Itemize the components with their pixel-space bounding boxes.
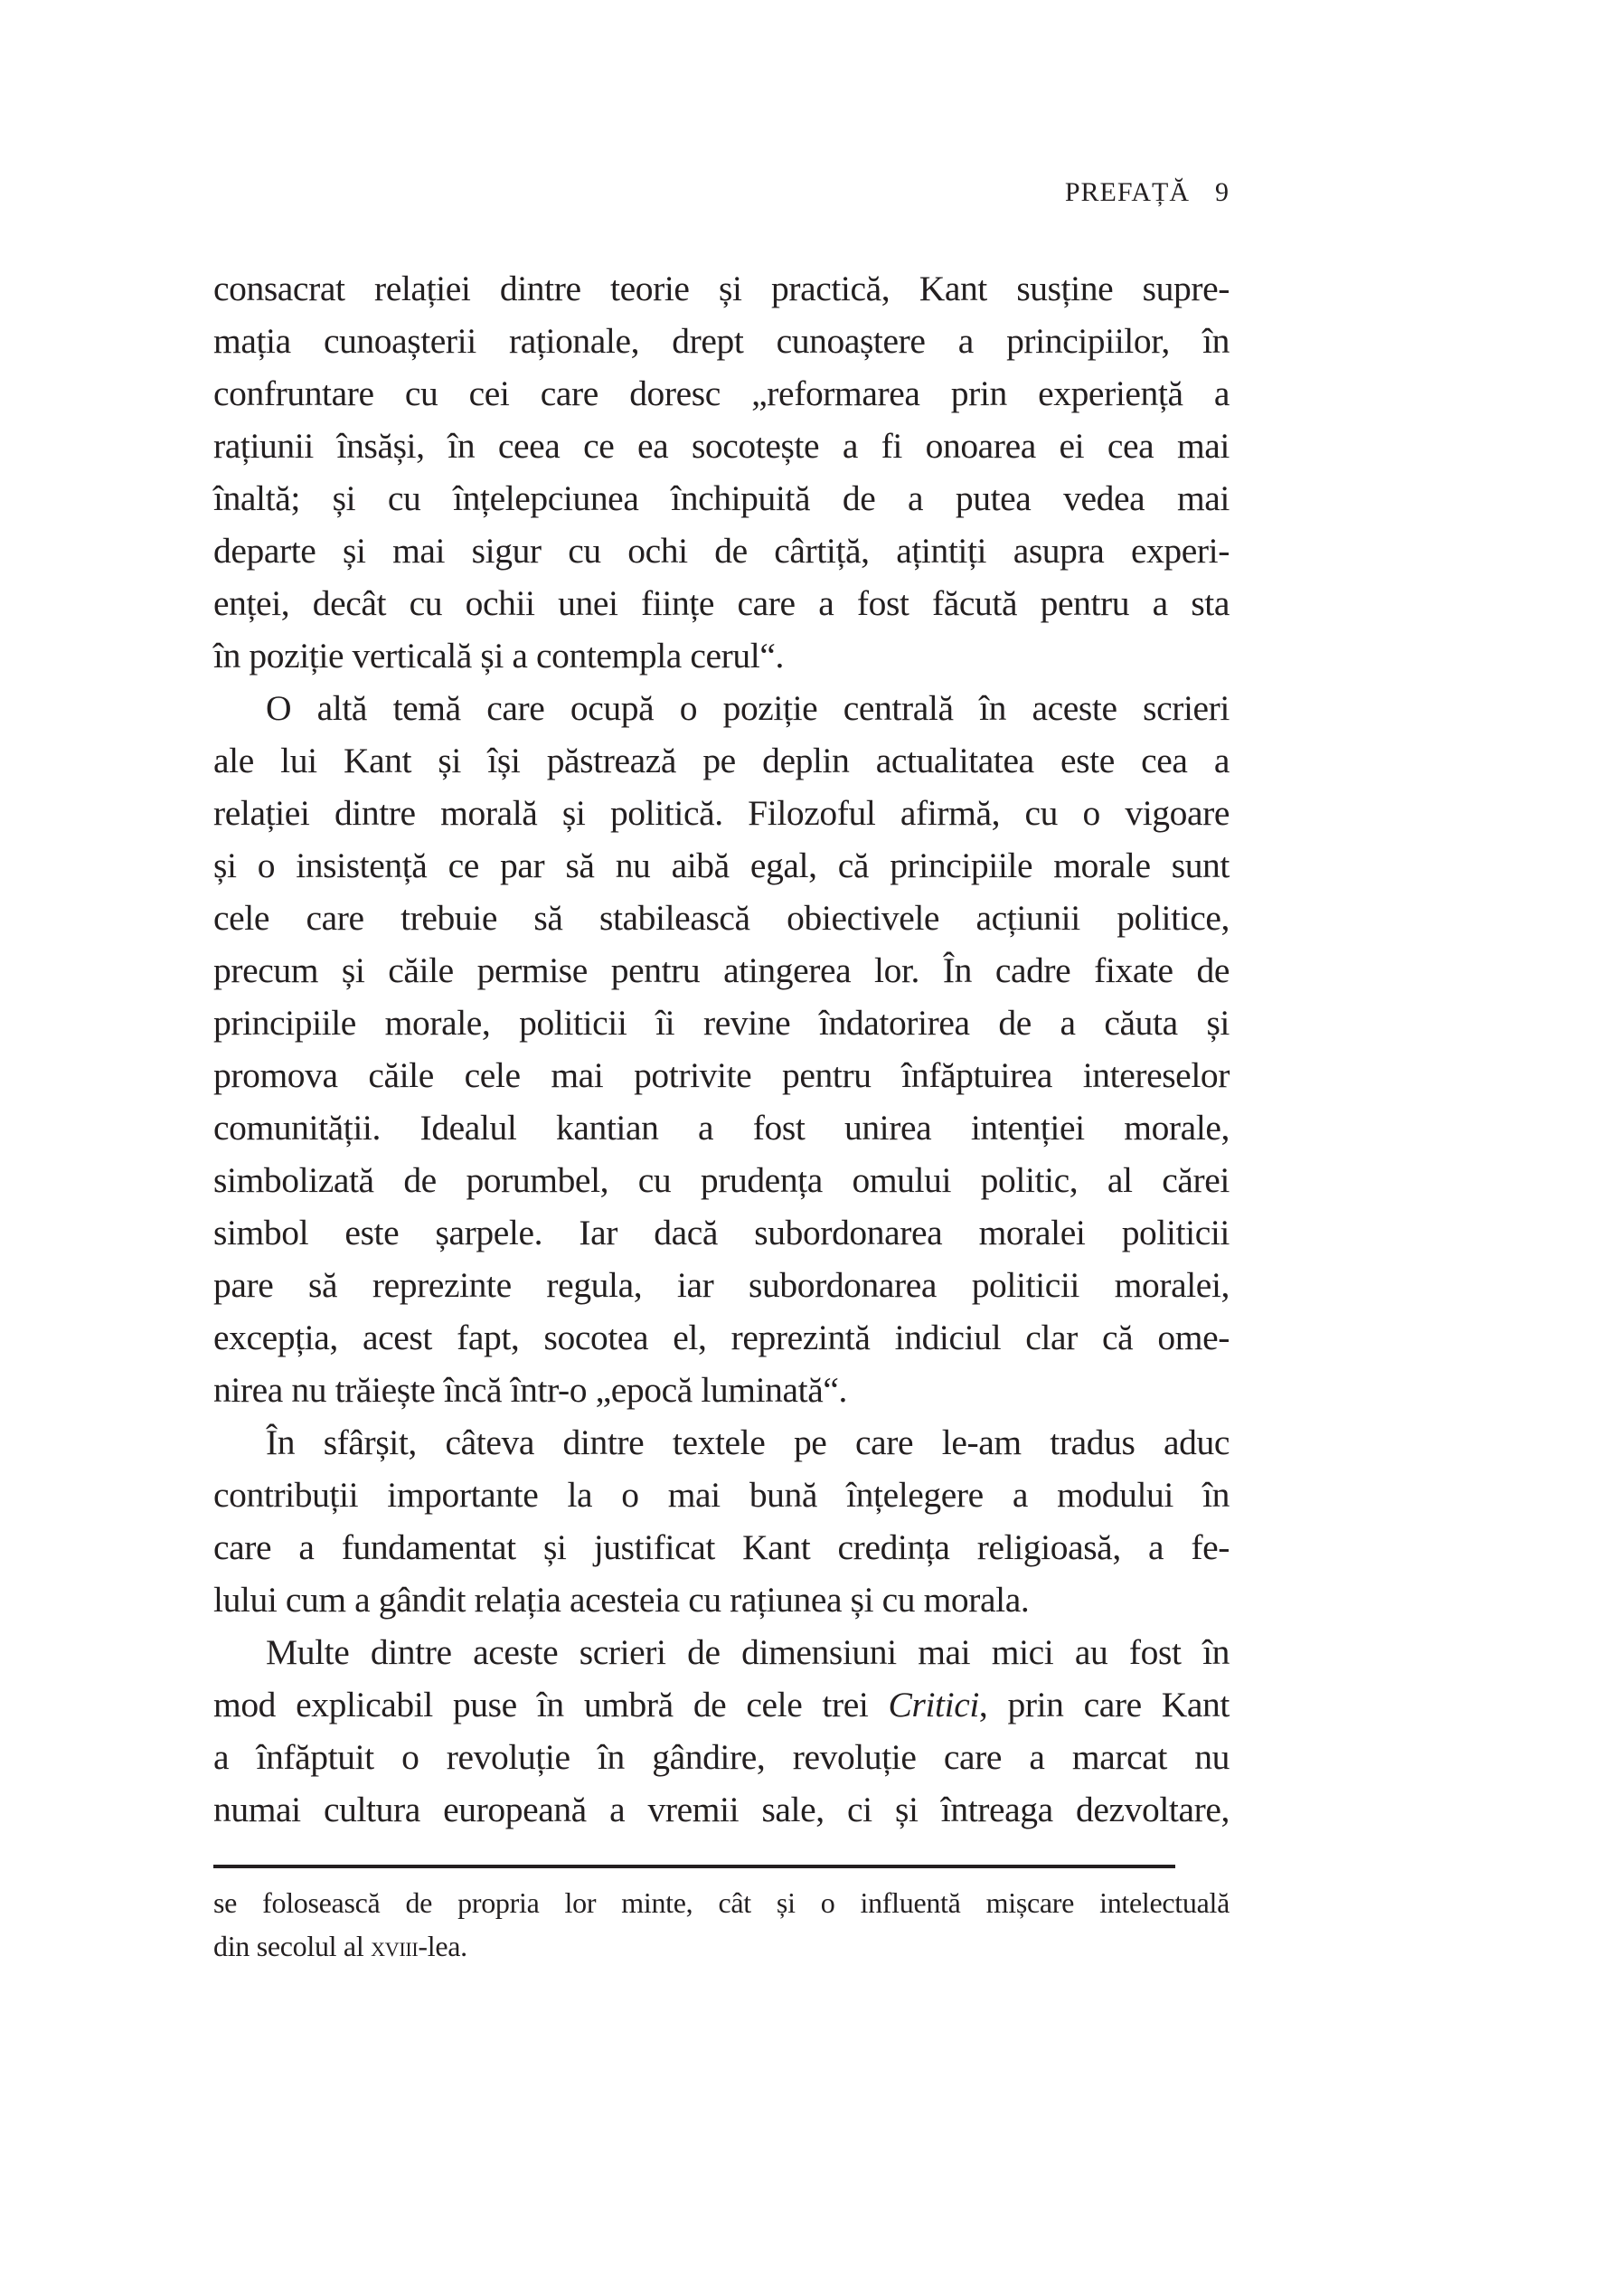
text-line: înaltă; și cu înțelepciunea închipuită de a putea vedea mai	[213, 478, 1230, 518]
running-title: PREFAȚĂ	[1064, 177, 1190, 207]
text-line: nirea nu trăiește încă într-o „epocă luminată“.	[213, 1370, 847, 1410]
text-line: excepția, acest fapt, socotea el, reprezintă indiciul clar că ome-	[213, 1318, 1230, 1357]
body-text	[213, 262, 1230, 1836]
text-line: precum și căile permise pentru atingerea lor. În cadre fixate de	[213, 950, 1230, 990]
text-line: În sfârșit, câteva dintre textele pe care le-am tradus aduc	[266, 1422, 1230, 1462]
paragraph	[213, 682, 1230, 1416]
footnote-line: se folosească de propria lor minte, cât și o influentă mișcare intelectuală	[213, 1886, 1230, 1919]
text-line: a înfăptuit o revoluție în gândire, revoluție care a marcat nu	[213, 1737, 1230, 1777]
text-line: Multe dintre aceste scrieri de dimensiuni mai mici au fost în	[266, 1632, 1230, 1672]
text-line: consacrat relației dintre teorie și practică, Kant susține supre-	[213, 269, 1230, 308]
paragraph	[213, 1416, 1230, 1626]
text-line: confruntare cu cei care doresc „reformarea prin experiență a	[213, 373, 1230, 413]
text-line: contribuții importante la o mai bună înțelegere a modului în	[213, 1475, 1230, 1515]
paragraph	[213, 262, 1230, 682]
text-line: mod explicabil puse în umbră de cele trei Critici, prin care Kant	[213, 1685, 1230, 1724]
book-title: Critici	[888, 1685, 979, 1724]
footnote-line: din secolul al xviii-lea.	[213, 1930, 467, 1962]
text-line: comunității. Idealul kantian a fost unirea intenției morale,	[213, 1108, 1230, 1148]
text-line: principiile morale, politicii îi revine îndatorirea de a căuta și	[213, 1003, 1230, 1043]
text-line: enței, decât cu ochii unei ființe care a fost făcută pentru a sta	[213, 583, 1230, 623]
text-line: numai cultura europeană a vremii sale, ci și întreaga dezvoltare,	[213, 1790, 1230, 1829]
text-line: O altă temă care ocupă o poziție centrală în aceste scrieri	[266, 688, 1230, 728]
text-line: lului cum a gândit relația acesteia cu rațiunea și cu morala.	[213, 1580, 1030, 1620]
text-line: departe și mai sigur cu ochi de cârtiță, ațintiți asupra experi-	[213, 531, 1230, 571]
footnote	[213, 1881, 1230, 1968]
text-line: simbol este șarpele. Iar dacă subordonarea moralei politicii	[213, 1213, 1230, 1252]
page-number: 9	[1215, 177, 1230, 207]
text-line: care a fundamentat și justificat Kant credința religioasă, a fe-	[213, 1527, 1230, 1567]
text-line: cele care trebuie să stabilească obiectivele acțiunii politice,	[213, 898, 1230, 938]
text-line: rațiunii însăși, în ceea ce ea socotește a fi onoarea ei cea mai	[213, 426, 1230, 466]
text-line: și o insistență ce par să nu aibă egal, că principiile morale sunt	[213, 846, 1230, 885]
roman-numeral: xviii	[371, 1930, 419, 1962]
text-line: simbolizată de porumbel, cu prudența omului politic, al cărei	[213, 1160, 1230, 1200]
text-line: pare să reprezinte regula, iar subordonarea politicii moralei,	[213, 1265, 1230, 1305]
running-header	[1065, 177, 1230, 208]
text-line: mația cunoașterii raționale, drept cunoaștere a principiilor, în	[213, 321, 1230, 361]
footnote-separator	[213, 1865, 1175, 1868]
text-line: relației dintre morală și politică. Filozoful afirmă, cu o vigoare	[213, 793, 1230, 833]
paragraph	[213, 1626, 1230, 1836]
text-line: ale lui Kant și își păstrează pe deplin actualitatea este cea a	[213, 741, 1230, 780]
text-line: în poziție verticală și a contempla cerul“.	[213, 636, 784, 676]
text-line: promova căile cele mai potrivite pentru înfăptuirea intereselor	[213, 1055, 1230, 1095]
